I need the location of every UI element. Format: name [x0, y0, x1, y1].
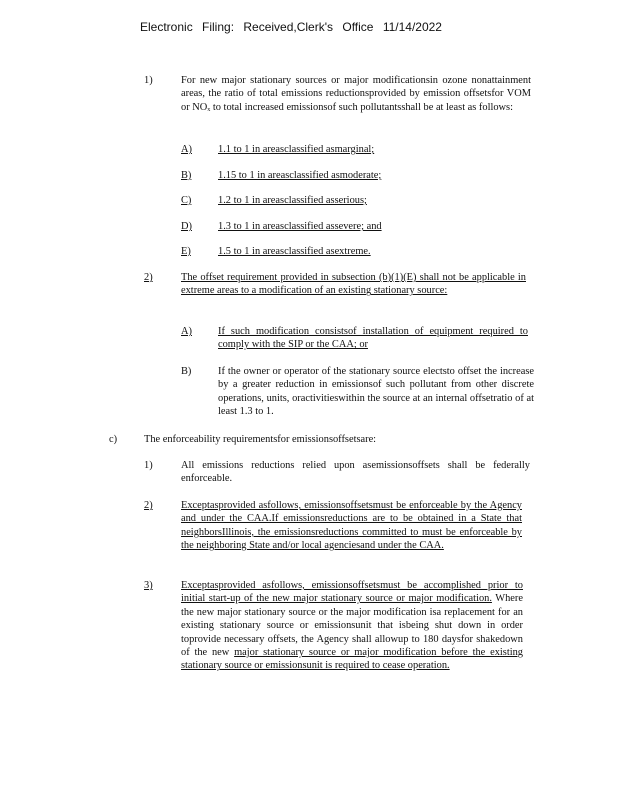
subitem-letter-d: D) — [181, 221, 192, 232]
subitem-letter-a: A) — [181, 144, 192, 155]
offset-exemption-text: The offset requirement provided in subsection (b)(1)(E) shall not be applicable in extreme areas to a modification of an existing stationary source: — [181, 272, 526, 297]
filing-stamp-header: Electronic Filing: Received,Clerk's Office 11/14/2022 — [140, 20, 442, 34]
ratio-severe: 1.3 to 1 in areasclassified assevere; and — [218, 221, 382, 232]
subitem-letter-b: B) — [181, 170, 192, 181]
exemption-letter-a: A) — [181, 326, 192, 337]
exemption-letter-b: B) — [181, 366, 192, 377]
item-number-2: 2) — [144, 272, 153, 283]
subitem-letter-c: C) — [181, 195, 192, 206]
ratio-moderate: 1.15 to 1 in areasclassified asmoderate; — [218, 170, 382, 181]
agency-enforceable-text: Exceptasprovided asfollows, emissionsoffsetsmust be enforceable by the Agency and under the CAA.If emissionsreductions are to be obtained in a State that neighborsIllinois, the emissionsreductions committed to must be enforceable by the neighboring State and/or local agenciesand under the CAA. — [181, 500, 522, 552]
ratio-serious: 1.2 to 1 in areasclassified asserious; — [218, 195, 367, 206]
enforce-item-1-number: 1) — [144, 460, 153, 471]
enforceability-heading: The enforceability requirementsfor emissionsoffsetsare: — [144, 434, 377, 445]
item-number-1: 1) — [144, 75, 153, 86]
startup-offsets-text: Exceptasprovided asfollows, emissionsoffsetsmust be accomplished prior to initial start-up of the new major stationary source or major modification. Where the new major stationary source or the major modification isa replacement for an existing stationary source or emissionsunit that isbeing shut down in order toprovide necessary offsets, the Agency shall allowup to 180 daysfor shakedown of the new major stationary source or major modification before the existing stationary source or emissionsunit is required to cease operation. — [181, 580, 523, 672]
offset-ratio-intro: For new major stationary sources or major modificationsin ozone nonattainment areas, the ratio of total emissions reductionsprovided by emission offsetsfor VOM or NOₓ to total increased emissionsof such pollutantsshall be at least as follows: — [181, 75, 531, 113]
federally-enforceable-text: All emissions reductions relied upon asemissionsoffsets shall be federally enforceable. — [181, 460, 530, 485]
exemption-sip-caa: If such modification consistsof installation of equipment required to comply with the SIP or the CAA; or — [218, 326, 528, 351]
section-letter-c: c) — [109, 434, 118, 445]
ratio-marginal: 1.1 to 1 in areasclassified asmarginal; — [218, 144, 375, 155]
exemption-internal-offset: If the owner or operator of the stationary source electsto offset the increase by a greater reduction in emissionsof such pollutant from other discrete operations, units, oractivitieswithin the source at an internal offsetratio of at least 1.3 to 1. — [218, 366, 534, 418]
subitem-letter-e: E) — [181, 246, 191, 257]
enforce-item-2-number: 2) — [144, 500, 153, 511]
ratio-extreme: 1.5 to 1 in areasclassified asextreme. — [218, 246, 371, 257]
enforce-item-3-number: 3) — [144, 580, 153, 591]
